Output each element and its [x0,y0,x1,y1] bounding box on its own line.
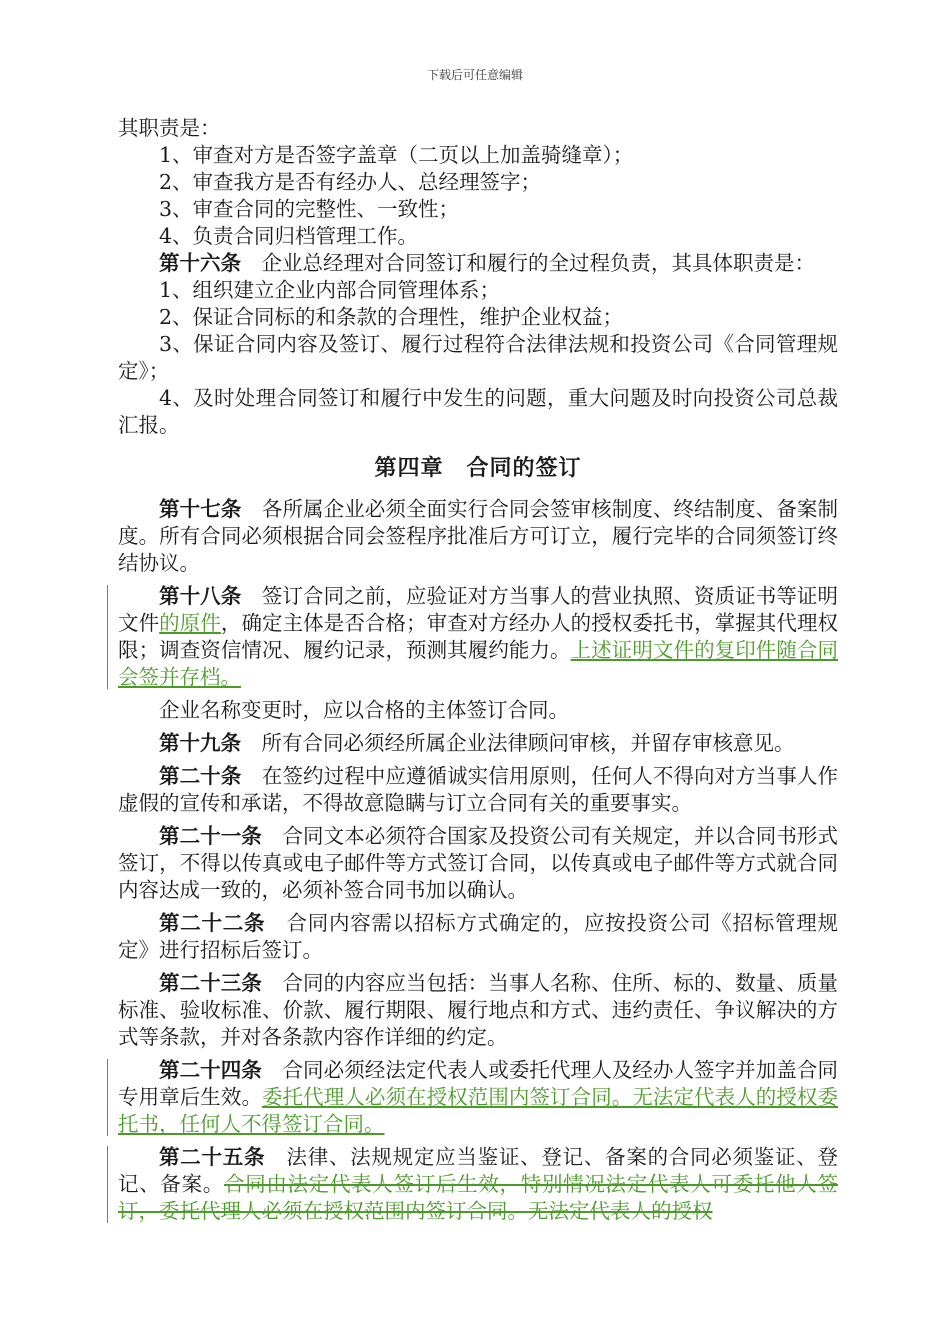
article-text: ，确定主体是否合格；审查对方经办人的授权委托书，掌握其代理权限；调查资信情况、履约记录，预测其履约能力。 [118,611,839,662]
tracked-insertion: 的原件 [159,611,221,635]
article-label: 第二十条 [159,764,242,788]
article-text: 合同必须经法定代表人或委托代理人及经办人签字并加盖合同专用章后生效。 [118,1058,838,1109]
article-text: 签订合同之前，应验证对方当事人的营业执照、资质证书等证明文件 [118,584,838,635]
article-label: 第十九条 [159,731,241,755]
article-18-paragraph-2: 企业名称变更时，应以合格的主体签订合同。 [159,698,569,722]
article-25 [118,1144,838,1225]
article-label: 第二十五条 [159,1145,266,1169]
tracked-insertion: 上述证明文件的复印件随合同会签并存档。 [118,638,839,689]
article-text: 合同文本必须符合国家及投资公司有关规定，并以合同书形式签订，不得以传真或电子邮件等方式签订合同，以传真或电子邮件等方式就合同内容达成一致的，必须补签合同书加以确认。 [118,824,838,902]
duty-intro: 其职责是： [118,116,221,140]
article-16 [118,250,838,277]
duty-item-1: 1、审查对方是否签字盖章（二页以上加盖骑缝章）； [159,143,634,167]
document-body [118,115,838,1225]
article-label: 第十七条 [159,497,242,521]
article-text: 在签约过程中应遵循诚实信用原则，任何人不得向对方当事人作虚假的宣传和承诺，不得故意隐瞒与订立合同有关的重要事实。 [118,764,838,815]
duty-item-2: 2、审查我方是否有经办人、总经理签字； [159,170,542,194]
article-16-item-3: 3、保证合同内容及签订、履行过程符合法律法规和投资公司《合同管理规定》； [118,332,838,383]
article-label: 第十八条 [159,584,242,608]
article-16-item-4: 4、及时处理合同签订和履行中发生的问题，重大问题及时向投资公司总裁汇报。 [118,386,838,437]
article-text: 法律、法规规定应当鉴证、登记、备案的合同必须鉴证、登记、备案。 [118,1145,839,1196]
article-text: 合同内容需以招标方式确定的，应按投资公司《招标管理规定》进行招标后签订。 [118,911,839,962]
article-label: 第二十一条 [159,824,262,848]
article-text: 各所属企业必须全面实行合同会签审核制度、终结制度、备案制度。所有合同必须根据合同会签程序批准后方可订立，履行完毕的合同须签订终结协议。 [118,497,838,575]
tracked-deletion: 合同由法定代表人签订后生效，特别情况法定代表人可委托他人签订，委托代理人必须在授权范围内签订合同。无法定代表人的授权 [118,1172,839,1223]
article-24 [118,1057,838,1138]
article-20 [118,763,838,817]
article-16-item-1: 1、组织建立企业内部合同管理体系； [159,278,501,302]
article-label: 第二十三条 [159,971,262,995]
article-text: 合同的内容应当包括：当事人名称、住所、标的、数量、质量标准、验收标准、价款、履行期限、履行地点和方式、违约责任、争议解决的方式等条款，并对各条款内容作详细的约定。 [118,971,838,1049]
article-label: 第十六条 [159,251,241,275]
article-21 [118,823,838,904]
article-label: 第二十四条 [159,1058,262,1082]
duty-item-4: 4、负责合同归档管理工作。 [159,224,419,248]
article-23 [118,970,838,1051]
article-16-item-2: 2、保证合同标的和条款的合理性，维护企业权益； [159,305,624,329]
tracked-insertion: 委托代理人必须在授权范围内签订合同。无法定代表人的授权委托书，任何人不得签订合同。 [118,1085,838,1136]
duty-item-3: 3、审查合同的完整性、一致性； [159,197,460,221]
article-19 [118,730,838,757]
article-18 [118,583,838,691]
article-22 [118,910,838,964]
article-text: 企业总经理对合同签订和履行的全过程负责，其具体职责是： [261,251,815,275]
article-label: 第二十二条 [159,911,266,935]
chapter-title: 第四章 合同的签订 [374,455,582,481]
article-text: 所有合同必须经所属企业法律顾问审核，并留存审核意见。 [261,731,795,755]
page-header: 下载后可任意编辑 [426,68,523,82]
article-17 [118,496,838,577]
